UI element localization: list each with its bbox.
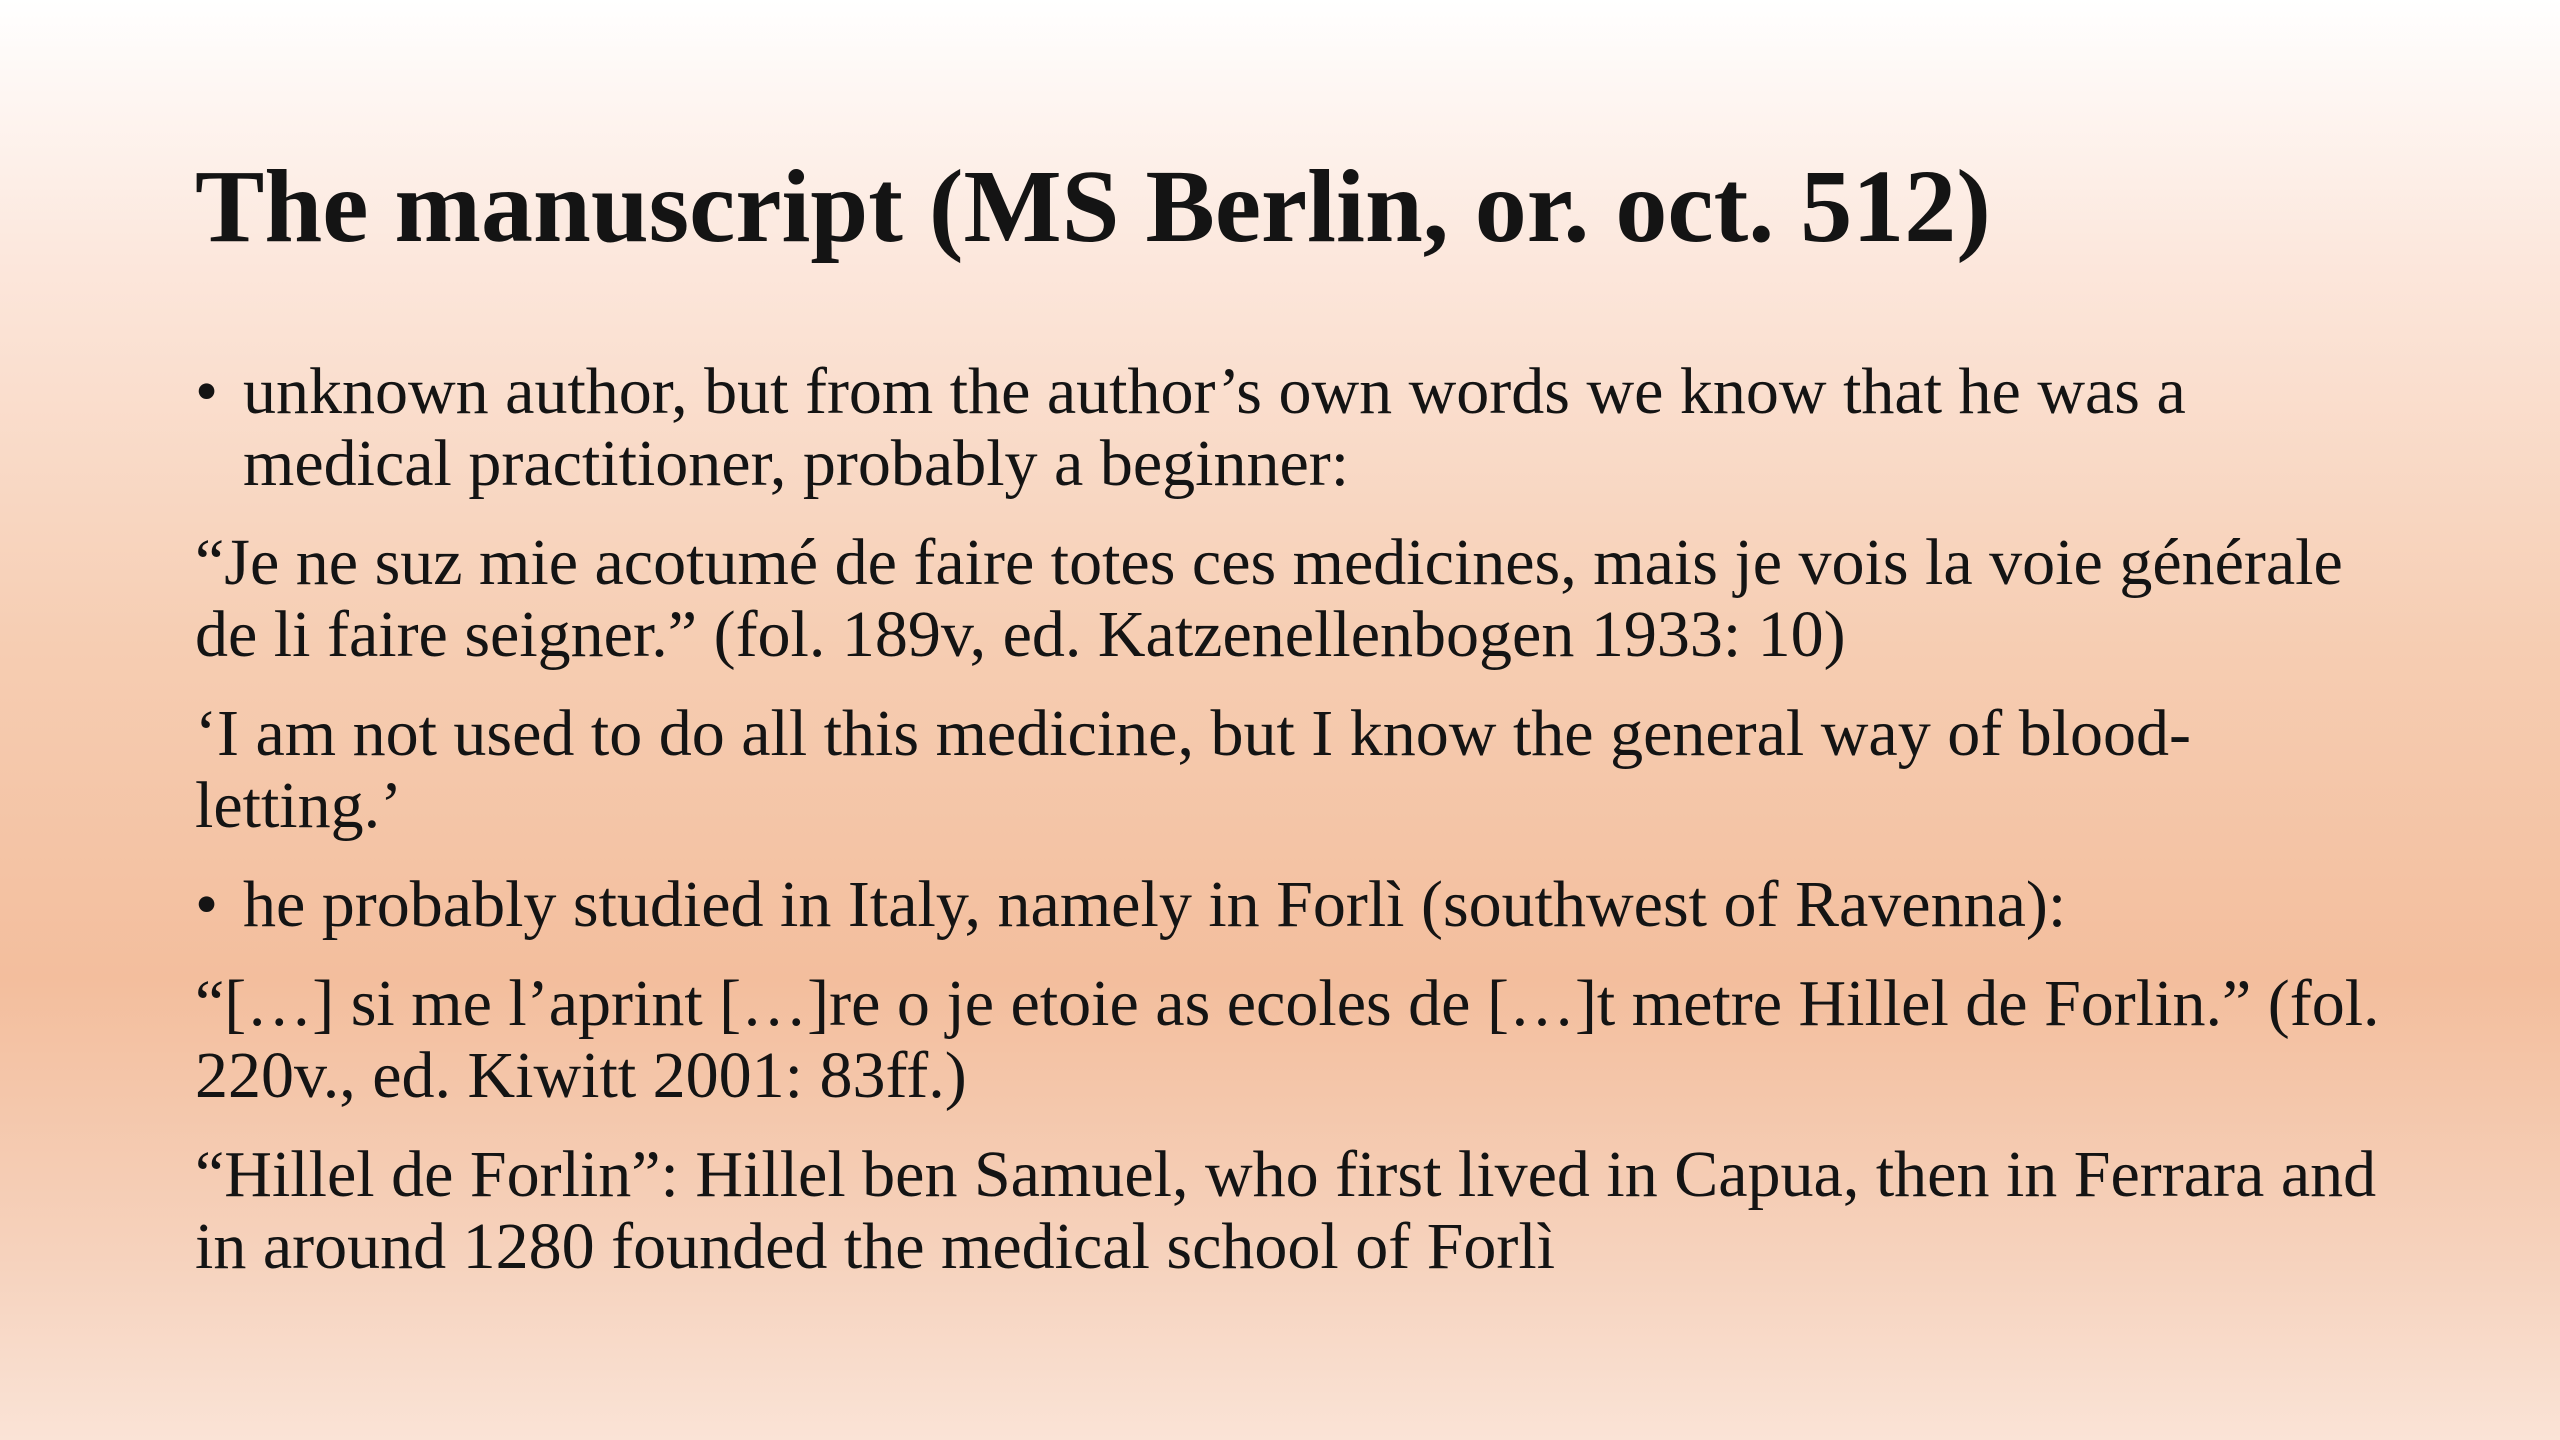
- quote-hillel-forlin: “[…] si me l’aprint […]re o je etoie as ecoles de […]t metre Hillel de Forlin.” (fol. 220v., ed. Kiwitt 2001: 83ff.): [195, 967, 2380, 1112]
- bullet-marker: •: [195, 355, 219, 428]
- bullet-unknown-author: [195, 356, 2395, 500]
- quote-translation: ‘I am not used to do all this medicine, but I know the general way of blood-letting.’: [195, 697, 2192, 842]
- bullet-text: he probably studied in Italy, namely in Forlì (southwest of Ravenna):: [243, 868, 2067, 941]
- note-hillel-ben-samuel: “Hillel de Forlin”: Hillel ben Samuel, who first lived in Capua, then in Ferrara and in around 1280 founded the medical school of Forlì: [195, 1138, 2377, 1283]
- slide-title: The manuscript (MS Berlin, or. oct. 512): [195, 149, 1991, 264]
- bullet-marker: •: [195, 868, 219, 941]
- quote-old-french: “Je ne suz mie acotumé de faire totes ces medicines, mais je vois la voie générale de li faire seigner.” (fol. 189v, ed. Katzenellenbogen 1933: 10): [195, 526, 2343, 671]
- slide-content: [195, 356, 2395, 1310]
- bullet-studied-italy: [195, 869, 2395, 941]
- bullet-text: unknown author, but from the author’s own words we know that he was a medical practitioner, probably a beginner:: [243, 355, 2186, 500]
